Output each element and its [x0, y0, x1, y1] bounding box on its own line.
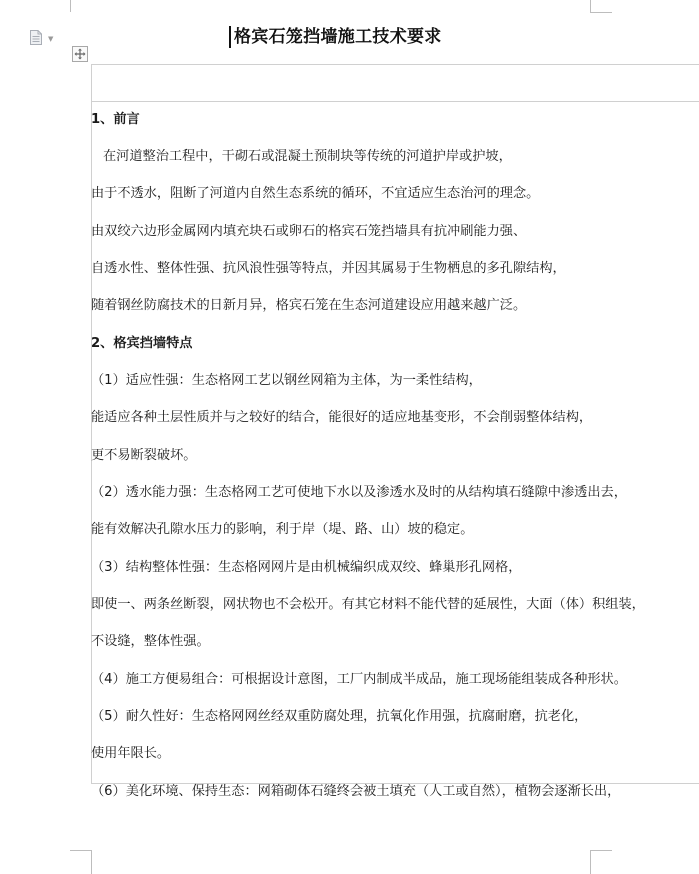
text-line: 使用年限长。 [91, 746, 171, 761]
text-line: 由于不透水，阻断了河道内自然生态系统的循环，不宜适应生态治河的理念。 [91, 186, 540, 201]
text-line: 自透水性、整体性强、抗风浪性强等特点，并因其属易于生物栖息的多孔隙结构， [91, 261, 566, 276]
text-line: （3）结构整体性强：生态格网网片是由机械编织成双绞、蜂巢形孔网格， [91, 560, 522, 575]
move-handle-icon[interactable] [72, 46, 88, 62]
crop-mark [590, 12, 612, 13]
header-divider [92, 101, 699, 102]
text-line: （5）耐久性好：生态格网网丝经双重防腐处理，抗氧化作用强，抗腐耐磨，抗老化， [91, 709, 588, 724]
crop-mark [590, 850, 612, 851]
text-line: （2）透水能力强：生态格网工艺可使地下水以及渗透水及时的从结构填石缝隙中渗透出去， [91, 485, 627, 500]
crop-mark [590, 850, 591, 874]
document-icon[interactable] [30, 30, 42, 45]
text-line: （4）施工方便易组合：可根据设计意图，工厂内制成半成品，施工现场能组装成各种形状。 [91, 672, 627, 687]
crop-mark [70, 850, 92, 851]
text-line: 随着钢丝防腐技术的日新月异，格宾石笼在生态河道建设应用越来越广泛。 [91, 298, 527, 313]
crop-mark [70, 0, 71, 12]
page-title[interactable]: 格宾石笼挡墙施工技术要求 [229, 26, 442, 48]
text-line: 即使一、两条丝断裂，网状物也不会松开。有其它材料不能代替的延展性，大面（体）积组装， [91, 597, 645, 612]
section-heading: 2、格宾挡墙特点 [91, 336, 193, 351]
text-line: 在河道整治工程中，干砌石或混凝土预制块等传统的河道护岸或护坡， [103, 149, 512, 164]
text-line: 能有效解决孔隙水压力的影响，利于岸（堤、路、山）坡的稳定。 [91, 522, 474, 537]
crop-mark [590, 0, 591, 12]
chevron-down-icon[interactable]: ▼ [48, 35, 54, 43]
text-line: （6）美化环境、保持生态：网箱砌体石缝终会被土填充（人工或自然），植物会逐渐长出， [91, 784, 621, 799]
crop-mark [91, 850, 92, 874]
text-line: 能适应各种土层性质并与之较好的结合，能很好的适应地基变形，不会削弱整体结构， [91, 410, 593, 425]
text-line: （1）适应性强：生态格网工艺以钢丝网箱为主体，为一柔性结构， [91, 373, 482, 388]
text-line: 不设缝，整体性强。 [91, 634, 210, 649]
section-heading: 1、前言 [91, 112, 140, 127]
header-divider [92, 64, 699, 65]
text-line: 更不易断裂破坏。 [91, 448, 197, 463]
text-line: 由双绞六边形金属网内填充块石或卵石的格宾石笼挡墙具有抗冲刷能力强、 [91, 224, 527, 239]
